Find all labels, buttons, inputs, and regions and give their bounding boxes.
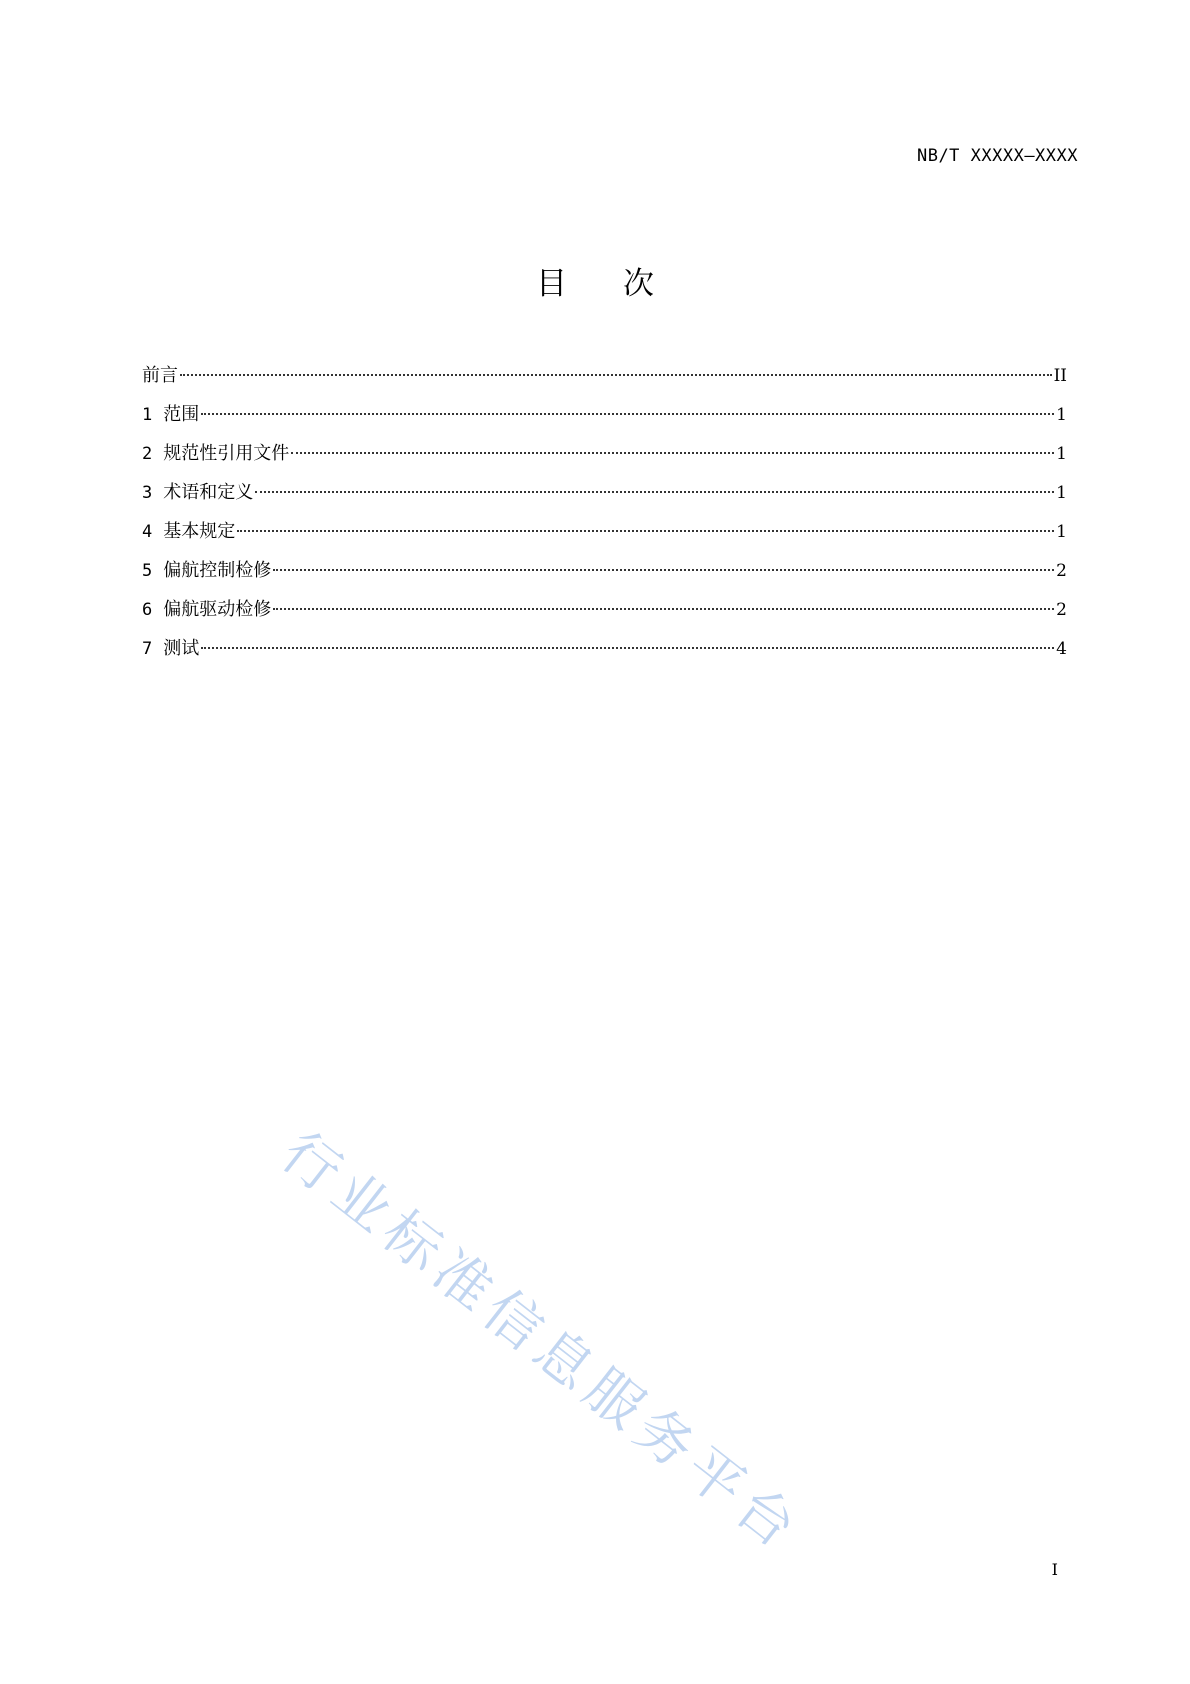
- dot-leader: [201, 647, 1054, 649]
- toc-entry-number: 3: [142, 483, 153, 503]
- toc-entry-page: 2: [1056, 600, 1067, 620]
- dot-leader: [255, 491, 1054, 493]
- toc-entry-testing[interactable]: [142, 629, 1067, 668]
- toc-entry-page: 1: [1056, 483, 1067, 503]
- toc-list: [142, 356, 1067, 668]
- dot-leader: [180, 374, 1052, 376]
- document-code: NB/T XXXXX—XXXX: [916, 146, 1078, 166]
- toc-entry-label: 规范性引用文件: [163, 443, 290, 464]
- toc-entry-label: 基本规定: [163, 521, 236, 542]
- toc-entry-number: 7: [142, 639, 153, 659]
- dot-leader: [273, 569, 1054, 571]
- toc-entry-page: 4: [1056, 639, 1067, 659]
- toc-entry-number: 1: [142, 405, 153, 425]
- toc-entry-label: 测试: [163, 638, 200, 659]
- toc-entry-scope[interactable]: [142, 395, 1067, 434]
- toc-title-char-1: 目: [536, 266, 567, 302]
- toc-entry-yaw-drive-maintenance[interactable]: [142, 590, 1067, 629]
- toc-entry-page: 1: [1056, 444, 1067, 464]
- toc-entry-preface[interactable]: [142, 356, 1067, 395]
- toc-entry-terms-definitions[interactable]: [142, 473, 1067, 512]
- toc-entry-label: 偏航驱动检修: [163, 599, 272, 620]
- toc-entry-yaw-control-maintenance[interactable]: [142, 551, 1067, 590]
- dot-leader: [273, 608, 1054, 610]
- toc-entry-number: 6: [142, 600, 153, 620]
- toc-entry-label: 术语和定义: [163, 482, 254, 503]
- toc-entry-label: 偏航控制检修: [163, 560, 272, 581]
- page-number: I: [1051, 1560, 1058, 1579]
- dot-leader: [201, 413, 1054, 415]
- toc-entry-normative-references[interactable]: [142, 434, 1067, 473]
- toc-entry-label: 前言: [142, 365, 178, 386]
- toc-entry-page: 2: [1056, 561, 1067, 581]
- toc-entry-number: 5: [142, 561, 153, 581]
- toc-entry-page: 1: [1056, 522, 1067, 542]
- toc-title: [0, 258, 1190, 303]
- toc-entry-number: 2: [142, 444, 153, 464]
- toc-title-char-2: 次: [623, 266, 654, 302]
- dot-leader: [237, 530, 1054, 532]
- toc-entry-page: 1: [1056, 405, 1067, 425]
- watermark: 行业标准信息服务平台: [269, 1119, 814, 1566]
- toc-entry-label: 范围: [163, 404, 200, 425]
- dot-leader: [291, 452, 1054, 454]
- toc-entry-page: II: [1053, 366, 1067, 386]
- toc-entry-basic-provisions[interactable]: [142, 512, 1067, 551]
- toc-entry-number: 4: [142, 522, 153, 542]
